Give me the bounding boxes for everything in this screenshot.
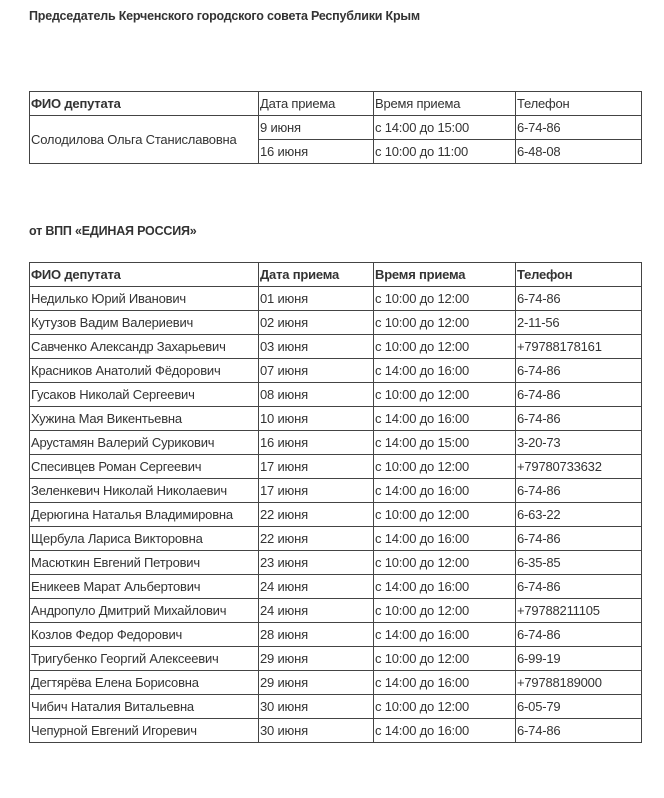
table-row bbox=[30, 719, 642, 743]
reception-date: 02 июня bbox=[259, 311, 374, 335]
reception-date: 22 июня bbox=[259, 503, 374, 527]
phone: 6-74-86 bbox=[516, 116, 642, 140]
table-row bbox=[30, 575, 642, 599]
reception-date: 30 июня bbox=[259, 695, 374, 719]
reception-date: 08 июня bbox=[259, 383, 374, 407]
reception-time: с 14:00 до 16:00 bbox=[374, 623, 516, 647]
deputy-name: Щербула Лариса Викторовна bbox=[30, 527, 259, 551]
phone: 6-74-86 bbox=[516, 287, 642, 311]
deputy-name: Зеленкевич Николай Николаевич bbox=[30, 479, 259, 503]
reception-time: с 14:00 до 16:00 bbox=[374, 479, 516, 503]
table-row bbox=[30, 623, 642, 647]
reception-date: 17 июня bbox=[259, 455, 374, 479]
deputy-name: Спесивцев Роман Сергеевич bbox=[30, 455, 259, 479]
table-row bbox=[30, 335, 642, 359]
reception-time: с 10:00 до 12:00 bbox=[374, 599, 516, 623]
table-row bbox=[30, 671, 642, 695]
phone: 6-74-86 bbox=[516, 527, 642, 551]
reception-date: 07 июня bbox=[259, 359, 374, 383]
phone: 6-99-19 bbox=[516, 647, 642, 671]
reception-date: 22 июня bbox=[259, 527, 374, 551]
reception-time: с 10:00 до 12:00 bbox=[374, 551, 516, 575]
reception-time: с 10:00 до 12:00 bbox=[374, 503, 516, 527]
column-header-phone: Телефон bbox=[516, 263, 642, 287]
phone: 6-74-86 bbox=[516, 359, 642, 383]
table-row bbox=[30, 311, 642, 335]
phone: 6-48-08 bbox=[516, 140, 642, 164]
deputy-name: Кутузов Вадим Валериевич bbox=[30, 311, 259, 335]
table-row bbox=[30, 287, 642, 311]
deputy-name: Чепурной Евгений Игоревич bbox=[30, 719, 259, 743]
reception-time: с 14:00 до 16:00 bbox=[374, 359, 516, 383]
deputy-name: Гусаков Николай Сергеевич bbox=[30, 383, 259, 407]
deputy-name: Солодилова Ольга Станиславовна bbox=[30, 116, 259, 164]
reception-time: с 10:00 до 12:00 bbox=[374, 311, 516, 335]
phone: 6-74-86 bbox=[516, 623, 642, 647]
column-header-date: Дата приема bbox=[259, 92, 374, 116]
phone: 6-74-86 bbox=[516, 575, 642, 599]
reception-date: 28 июня bbox=[259, 623, 374, 647]
chairman-schedule-table bbox=[29, 91, 642, 164]
reception-date: 10 июня bbox=[259, 407, 374, 431]
reception-time: с 10:00 до 11:00 bbox=[374, 140, 516, 164]
phone: 6-74-86 bbox=[516, 719, 642, 743]
table-row bbox=[30, 455, 642, 479]
column-header-name: ФИО депутата bbox=[30, 92, 259, 116]
deputy-name: Чибич Наталия Витальевна bbox=[30, 695, 259, 719]
deputy-name: Савченко Александр Захарьевич bbox=[30, 335, 259, 359]
reception-date: 16 июня bbox=[259, 140, 374, 164]
reception-time: с 10:00 до 12:00 bbox=[374, 335, 516, 359]
deputy-name: Тригубенко Георгий Алексеевич bbox=[30, 647, 259, 671]
reception-date: 17 июня bbox=[259, 479, 374, 503]
phone: +79788178161 bbox=[516, 335, 642, 359]
phone: +79788211105 bbox=[516, 599, 642, 623]
phone: 6-63-22 bbox=[516, 503, 642, 527]
table-row bbox=[30, 551, 642, 575]
reception-date: 16 июня bbox=[259, 431, 374, 455]
chairman-heading: Председатель Керченского городского совета Республики Крым bbox=[29, 9, 420, 23]
deputy-name: Козлов Федор Федорович bbox=[30, 623, 259, 647]
table-row bbox=[30, 695, 642, 719]
reception-date: 9 июня bbox=[259, 116, 374, 140]
table-row bbox=[30, 116, 642, 140]
reception-time: с 14:00 до 16:00 bbox=[374, 575, 516, 599]
deputy-name: Красников Анатолий Фёдорович bbox=[30, 359, 259, 383]
deputy-name: Масюткин Евгений Петрович bbox=[30, 551, 259, 575]
reception-date: 24 июня bbox=[259, 575, 374, 599]
phone: 6-74-86 bbox=[516, 383, 642, 407]
reception-time: с 14:00 до 15:00 bbox=[374, 431, 516, 455]
reception-date: 24 июня bbox=[259, 599, 374, 623]
reception-time: с 10:00 до 12:00 bbox=[374, 647, 516, 671]
phone: 3-20-73 bbox=[516, 431, 642, 455]
reception-time: с 10:00 до 12:00 bbox=[374, 287, 516, 311]
reception-time: с 14:00 до 16:00 bbox=[374, 719, 516, 743]
reception-date: 29 июня bbox=[259, 647, 374, 671]
phone: +79780733632 bbox=[516, 455, 642, 479]
phone: 6-35-85 bbox=[516, 551, 642, 575]
table-row bbox=[30, 431, 642, 455]
column-header-phone: Телефон bbox=[516, 92, 642, 116]
reception-time: с 10:00 до 12:00 bbox=[374, 383, 516, 407]
phone: 2-11-56 bbox=[516, 311, 642, 335]
reception-date: 03 июня bbox=[259, 335, 374, 359]
deputy-name: Андропуло Дмитрий Михайлович bbox=[30, 599, 259, 623]
deputy-name: Еникеев Марат Альбертович bbox=[30, 575, 259, 599]
table-row bbox=[30, 647, 642, 671]
reception-date: 23 июня bbox=[259, 551, 374, 575]
reception-date: 01 июня bbox=[259, 287, 374, 311]
column-header-name: ФИО депутата bbox=[30, 263, 259, 287]
table-row bbox=[30, 479, 642, 503]
deputy-name: Дерюгина Наталья Владимировна bbox=[30, 503, 259, 527]
reception-date: 30 июня bbox=[259, 719, 374, 743]
phone: 6-74-86 bbox=[516, 479, 642, 503]
reception-date: 29 июня bbox=[259, 671, 374, 695]
table-row bbox=[30, 599, 642, 623]
deputy-name: Дегтярёва Елена Борисовна bbox=[30, 671, 259, 695]
phone: +79788189000 bbox=[516, 671, 642, 695]
column-header-time: Время приема bbox=[374, 263, 516, 287]
reception-time: с 14:00 до 16:00 bbox=[374, 407, 516, 431]
reception-time: с 10:00 до 12:00 bbox=[374, 455, 516, 479]
party-heading: от ВПП «ЕДИНАЯ РОССИЯ» bbox=[29, 224, 197, 238]
column-header-date: Дата приема bbox=[259, 263, 374, 287]
reception-time: с 14:00 до 16:00 bbox=[374, 671, 516, 695]
table-row bbox=[30, 359, 642, 383]
deputy-name: Арустамян Валерий Сурикович bbox=[30, 431, 259, 455]
party-deputies-schedule-table bbox=[29, 262, 642, 743]
table-row bbox=[30, 407, 642, 431]
phone: 6-05-79 bbox=[516, 695, 642, 719]
table-header-row bbox=[30, 263, 642, 287]
reception-time: с 14:00 до 16:00 bbox=[374, 527, 516, 551]
reception-time: с 14:00 до 15:00 bbox=[374, 116, 516, 140]
table-row bbox=[30, 527, 642, 551]
table-row bbox=[30, 503, 642, 527]
deputy-name: Недилько Юрий Иванович bbox=[30, 287, 259, 311]
table-row bbox=[30, 383, 642, 407]
phone: 6-74-86 bbox=[516, 407, 642, 431]
reception-time: с 10:00 до 12:00 bbox=[374, 695, 516, 719]
column-header-time: Время приема bbox=[374, 92, 516, 116]
table-header-row bbox=[30, 92, 642, 116]
deputy-name: Хужина Мая Викентьевна bbox=[30, 407, 259, 431]
